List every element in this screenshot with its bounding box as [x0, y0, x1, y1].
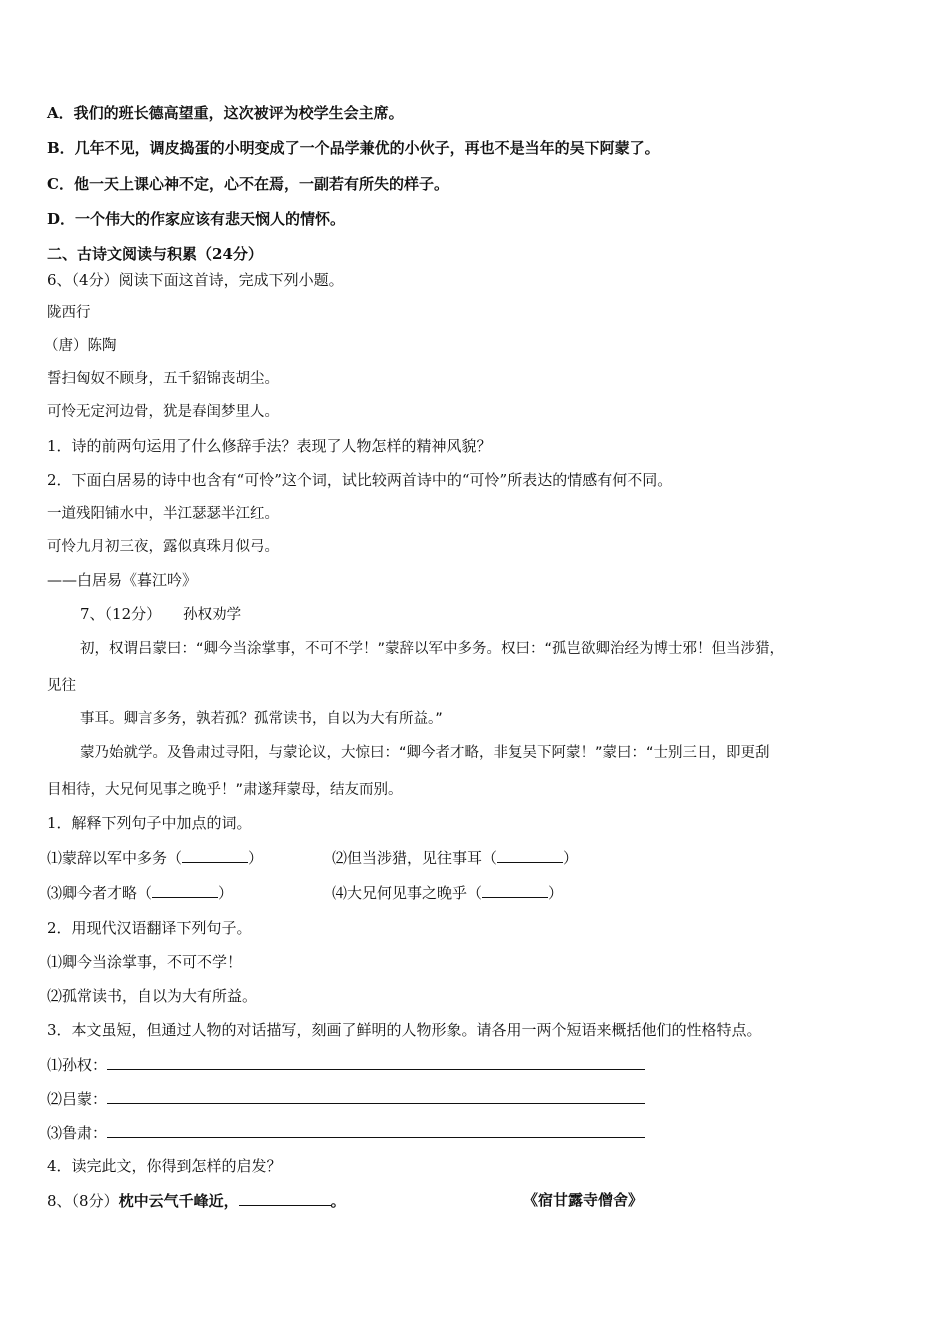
q6-sub-1: 1．诗的前两句运用了什么修辞手法？表现了人物怎样的精神风貌？	[47, 437, 492, 455]
passage-p1-line1: 初，权谓吕蒙曰：“卿今当涂掌事，不可不学！”蒙辞以军中多务。权曰：“孤岂欲卿治经为博士邪！但当涉猎，	[80, 641, 785, 657]
close-paren: ）	[248, 849, 264, 867]
answer-blank[interactable]	[239, 1190, 331, 1206]
item-text: ⑶卿今者才略（	[47, 884, 153, 902]
option-c: C．他一天上课心神不定，心不在焉，一副若有所失的样子。	[47, 175, 449, 193]
poem-title: 陇西行	[47, 305, 91, 321]
q8-end: 。	[330, 1192, 346, 1210]
q7-s3-item3	[47, 1122, 645, 1143]
option-d: D．一个伟大的作家应该有悲天悯人的情怀。	[47, 210, 346, 228]
passage-p2-line1: 蒙乃始就学。及鲁肃过寻阳，与蒙论议，大惊曰：“卿今者才略，非复吴下阿蒙！”蒙曰：“士别三日，即更刮	[80, 745, 770, 761]
answer-line[interactable]	[107, 1054, 645, 1070]
q7-sub-1: 1．解释下列句子中加点的词。	[47, 814, 252, 832]
q7-s3-item1	[47, 1054, 645, 1075]
q6-sub-2: 2．下面白居易的诗中也含有“可怜”这个词，试比较两首诗中的“可怜”所表达的情感有何不同。	[47, 471, 673, 489]
passage-p1-line3: 事耳。卿言多务，孰若孤？孤常读书，自以为大有所益。”	[80, 711, 443, 727]
answer-blank[interactable]	[482, 882, 548, 898]
bai-source: ——白居易《暮江吟》	[47, 571, 198, 589]
q7-title: 孙权劝学	[183, 607, 242, 623]
q7-stem	[80, 604, 241, 625]
q7-number: 7、（12分）	[80, 605, 162, 623]
answer-blank[interactable]	[182, 847, 248, 863]
poem-line-2: 可怜无定河边骨，犹是春闺梦里人。	[47, 404, 279, 420]
answer-blank[interactable]	[152, 882, 218, 898]
close-paren: ）	[218, 884, 234, 902]
q6-stem: 6、（4分）阅读下面这首诗，完成下列小题。	[47, 271, 344, 289]
q7-s1-item3	[47, 882, 233, 903]
q7-s2-item1: ⑴卿今当涂掌事，不可不学！	[47, 953, 243, 971]
item-text: ⑵但当涉猎，见往事耳（	[332, 849, 498, 867]
item-text: ⑷大兄何见事之晚乎（	[332, 884, 483, 902]
answer-line[interactable]	[107, 1122, 645, 1138]
q7-sub-3: 3．本文虽短，但通过人物的对话描写，刻画了鲜明的人物形象。请各用一两个短语来概括他们的性格特点。	[47, 1021, 762, 1039]
answer-blank[interactable]	[497, 847, 563, 863]
q7-sub-2: 2．用现代汉语翻译下列句子。	[47, 919, 252, 937]
q8-number: 8、（8分）	[47, 1192, 119, 1210]
close-paren: ）	[563, 849, 579, 867]
q7-s1-item4	[332, 882, 563, 903]
passage-p1-line2: 见往	[47, 678, 76, 694]
q7-s1-item1	[47, 847, 263, 868]
close-paren: ）	[548, 884, 564, 902]
item-text: ⑵吕蒙：	[47, 1090, 108, 1108]
bai-line-2: 可怜九月初三夜，露似真珠月似弓。	[47, 539, 279, 555]
q8-text: 枕中云气千峰近，	[118, 1192, 239, 1210]
q7-s3-item2	[47, 1088, 645, 1109]
passage-p2-line2: 目相待，大兄何见事之晚乎！”肃遂拜蒙母，结友而别。	[47, 782, 403, 798]
option-b: B．几年不见，调皮捣蛋的小明变成了一个品学兼优的小伙子，再也不是当年的吴下阿蒙了。	[47, 139, 660, 157]
q7-sub-4: 4．读完此文，你得到怎样的启发？	[47, 1157, 282, 1175]
q7-s2-item2: ⑵孤常读书，自以为大有所益。	[47, 987, 258, 1005]
q8-line	[47, 1190, 346, 1211]
item-text: ⑶鲁肃：	[47, 1124, 108, 1142]
bai-line-1: 一道残阳铺水中，半江瑟瑟半江红。	[47, 506, 279, 522]
item-text: ⑴孙权：	[47, 1056, 108, 1074]
answer-line[interactable]	[107, 1088, 645, 1104]
poem-author: （唐）陈陶	[44, 338, 117, 354]
q7-s1-item2	[332, 847, 578, 868]
poem-line-1: 誓扫匈奴不顾身，五千貂锦丧胡尘。	[47, 371, 279, 387]
q8-source: 《宿甘露寺僧舍》	[523, 1191, 644, 1209]
option-a: A．我们的班长德高望重，这次被评为校学生会主席。	[47, 104, 404, 122]
section-title: 二、古诗文阅读与积累（24分）	[47, 245, 263, 263]
item-text: ⑴蒙辞以军中多务（	[47, 849, 183, 867]
